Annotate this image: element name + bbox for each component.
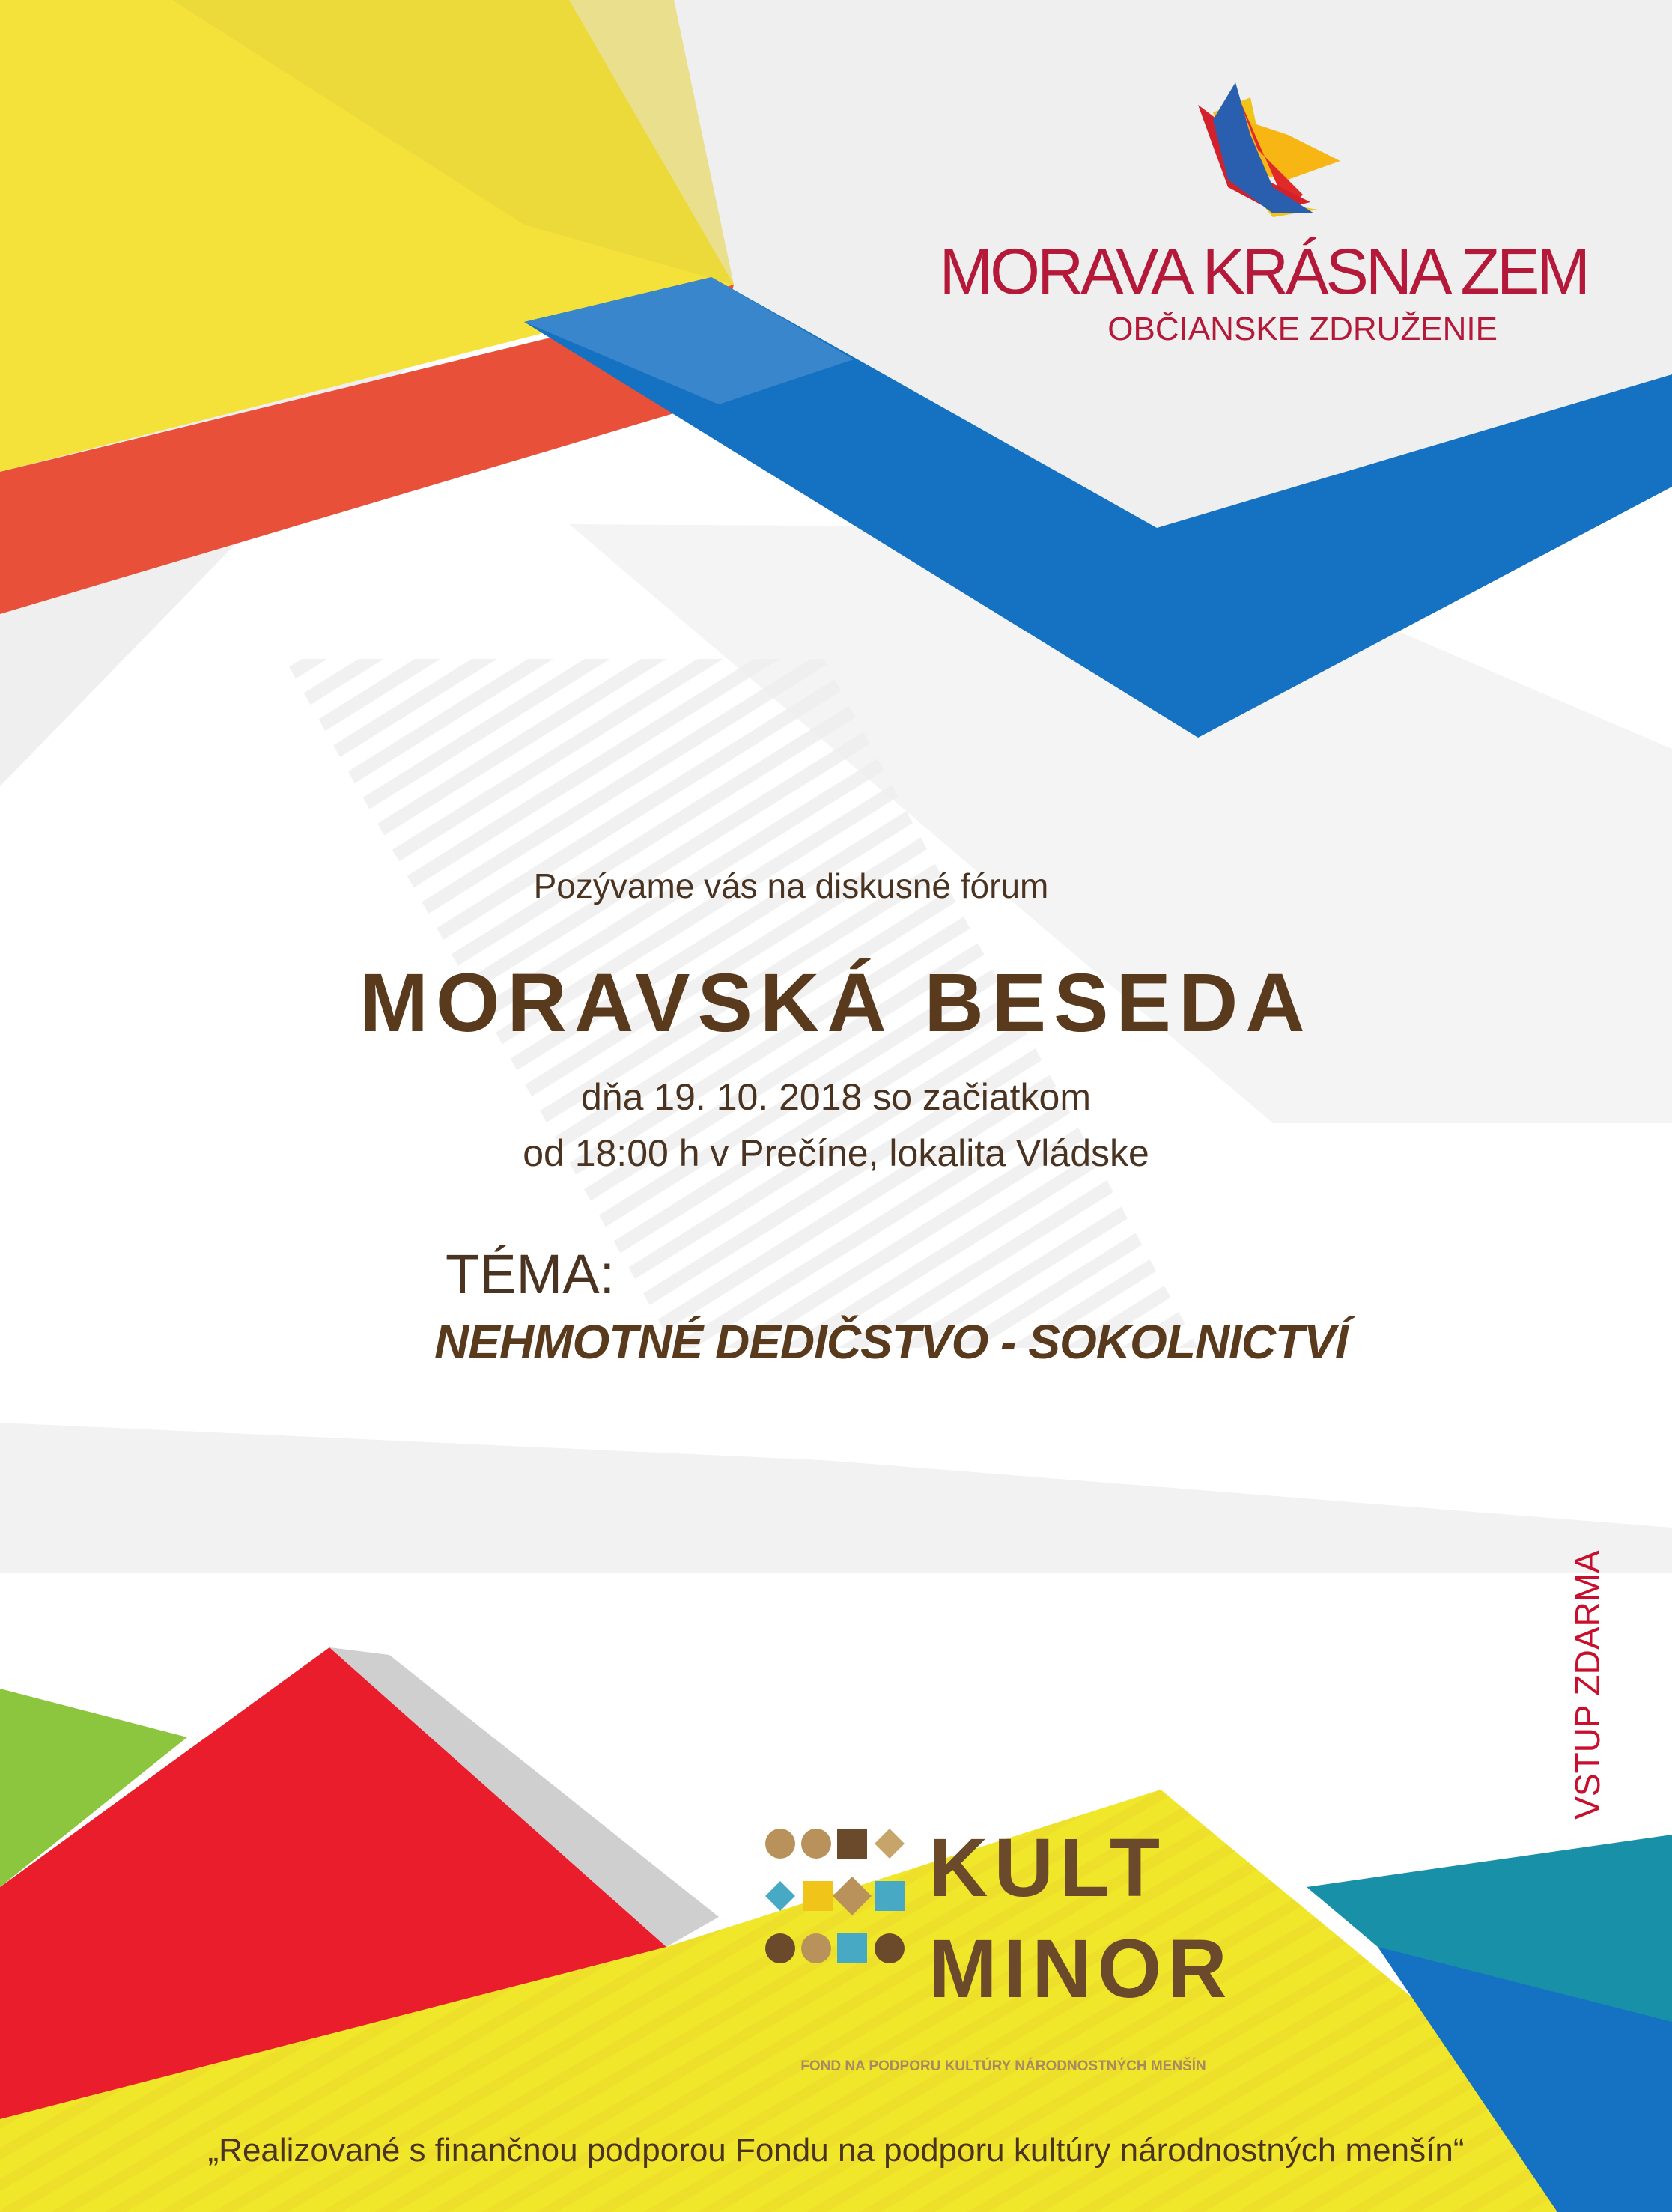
sponsor-word-kult: KULT (928, 1822, 1167, 1914)
org-type: OBČIANSKE ZDRUŽENIE (1107, 311, 1498, 347)
entry-note (1557, 1528, 1617, 1842)
sponsor-word-minor: MINOR (928, 1923, 1233, 2015)
event-title: MORAVSKÁ BESEDA (359, 957, 1313, 1049)
event-place-line: od 18:00 h v Prečíne, lokalita Vládske (523, 1132, 1149, 1174)
invite-line: Pozývame vás na diskusné fórum (533, 866, 1049, 905)
funding-note: „Realizované s finančnou podporou Fondu na podporu kultúry národnostných menšín“ (207, 2132, 1465, 2169)
entry-label: VSTUP ZDARMA (1568, 1550, 1607, 1820)
kultminor-logo-mark (764, 1827, 921, 2014)
org-name: MORAVA KRÁSNA ZEM (939, 236, 1587, 308)
event-date-line: dňa 19. 10. 2018 so začiatkom (580, 1076, 1091, 1118)
sponsor-tagline: FOND NA PODPORU KULTÚRY NÁRODNOSTNÝCH MENŠÍN (800, 2058, 1206, 2074)
topic-value: NEHMOTNÉ DEDIČSTVO - SOKOLNICTVÍ (434, 1315, 1348, 1369)
topic-label: TÉMA: (446, 1243, 615, 1305)
